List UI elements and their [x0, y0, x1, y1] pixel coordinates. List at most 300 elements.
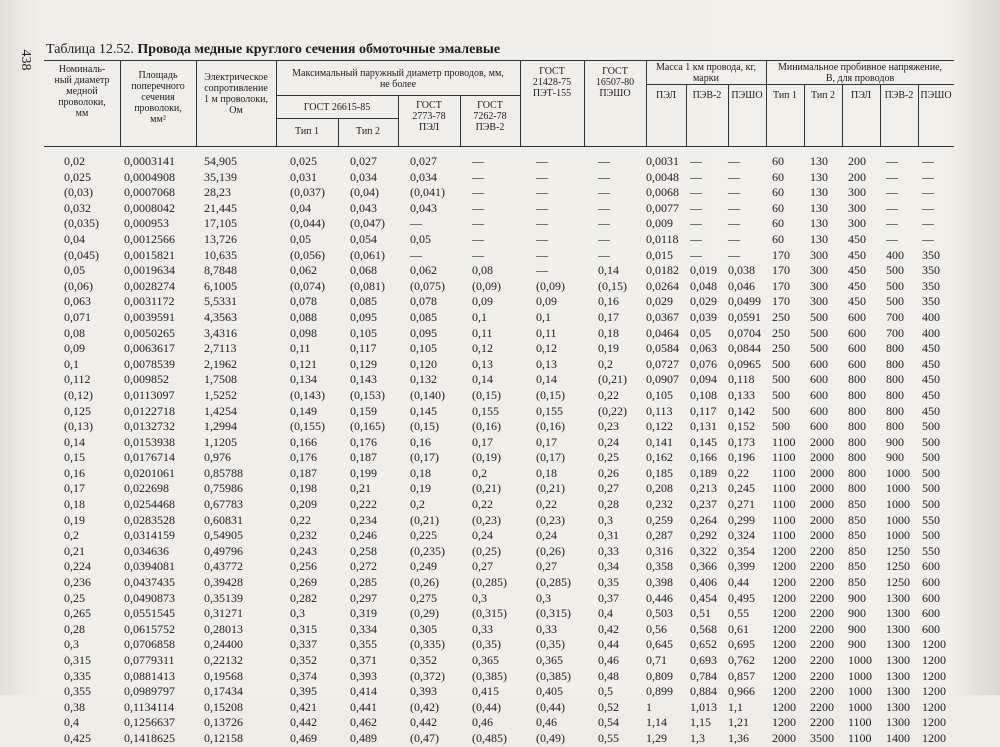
table-cell: 0,078: [290, 294, 317, 309]
table-cell: 1100: [772, 434, 796, 449]
table-cell: 0,17: [536, 434, 557, 449]
table-cell: 0,071: [64, 309, 91, 324]
table-cell: 0,28013: [204, 621, 243, 636]
table-cell: (0,03): [64, 185, 93, 200]
table-cell: 1000: [886, 481, 910, 496]
table-cell: 0,149: [290, 403, 317, 418]
table-cell: —: [922, 200, 934, 215]
header-nominal-diameter: Номиналь- ный диаметр медной проволоки, мм: [54, 64, 110, 119]
table-cell: 0,22: [290, 512, 311, 527]
table-cell: (0,035): [64, 216, 99, 231]
table-cell: 0,034636: [124, 543, 169, 558]
table-cell: —: [472, 216, 484, 231]
table-cell: 4,3563: [204, 309, 237, 324]
table-cell: 60: [772, 216, 784, 231]
table-cell: (0,081): [350, 278, 385, 293]
table-cell: 130: [810, 185, 828, 200]
table-cell: 1200: [922, 653, 946, 667]
table-cell: 500: [772, 372, 790, 387]
table-cell: 0,18: [598, 325, 619, 340]
header-v-pesho: ПЭШО: [920, 90, 952, 101]
table-cell: 0,316: [646, 543, 673, 558]
table-cell: 300: [810, 278, 828, 293]
table-cell: 1200: [772, 715, 796, 730]
table-cell: 130: [810, 231, 828, 246]
table-cell: (0,315): [536, 606, 571, 621]
table-cell: 0,134: [290, 372, 317, 387]
table-cell: 0,1: [472, 309, 487, 324]
table-cell: (0,041): [410, 185, 445, 200]
voltage-rule: [766, 84, 954, 85]
table-cell: —: [886, 231, 898, 246]
header-max-diameter: Максимальный паружный диаметр проводов, мм, не более: [292, 68, 504, 90]
table-cell: 0,120: [410, 356, 437, 371]
table-cell: 0,187: [290, 465, 317, 480]
table-cell: 0,24: [536, 528, 557, 543]
table-cell: 0,095: [350, 309, 377, 324]
table-cell: —: [598, 231, 610, 246]
table-cell: 0,02: [64, 154, 85, 168]
table-cell: 2000: [810, 497, 834, 512]
table-cell: 0,121: [290, 356, 317, 371]
table-cell: 2000: [810, 528, 834, 543]
table-cell: 0,784: [690, 668, 717, 683]
table-cell: 900: [886, 434, 904, 449]
table-cell: 0,043: [350, 200, 377, 215]
table-cell: 450: [922, 356, 940, 371]
table-cell: (0,037): [290, 185, 325, 200]
table-cell: 10,635: [204, 247, 237, 262]
table-cell: —: [728, 200, 740, 215]
table-cell: 1300: [886, 699, 910, 714]
table-cell: —: [472, 185, 484, 200]
table-cell: 0,4: [64, 715, 79, 730]
table-cell: —: [886, 169, 898, 184]
table-cell: 0,27: [536, 559, 557, 574]
table-cell: (0,23): [536, 512, 565, 527]
table-label: Таблица 12.52.: [46, 42, 134, 57]
table-cell: 0,0706858: [124, 637, 175, 652]
table-cell: —: [728, 231, 740, 246]
table-cell: (0,26): [410, 575, 439, 590]
table-cell: 0,029: [646, 294, 673, 309]
table-cell: 0,0122718: [124, 403, 175, 418]
table-cell: 0,809: [646, 668, 673, 683]
table-cell: 0,088: [290, 309, 317, 324]
table-cell: 0,31271: [204, 606, 243, 621]
table-cell: —: [690, 231, 702, 246]
table-cell: 0,2: [410, 497, 425, 512]
table-cell: 0,18: [64, 497, 85, 512]
table-cell: 500: [922, 481, 940, 496]
table-cell: 1250: [886, 543, 910, 558]
table-cell: 0,55: [598, 730, 619, 745]
header-voltage: Минимальное пробивное напряжение, В, для проводов: [777, 62, 943, 84]
table-cell: 0,145: [410, 403, 437, 418]
table-cell: 28,23: [204, 185, 231, 200]
table-cell: 0,0727: [646, 356, 679, 371]
table-cell: 0,0077: [646, 200, 679, 215]
table-cell: 1300: [886, 621, 910, 636]
table-cell: 6,1005: [204, 278, 237, 293]
table-cell: 0,213: [690, 481, 717, 496]
table-cell: 1400: [886, 730, 910, 745]
column-type1: [290, 154, 325, 747]
header-v-pev2: ПЭВ-2: [884, 90, 914, 101]
column-pesho-diameter: [598, 154, 627, 747]
table-cell: 0,1134114: [124, 699, 175, 714]
table-cell: 500: [772, 356, 790, 371]
table-cell: 0,0008042: [124, 200, 175, 215]
table-cell: 0,0132732: [124, 419, 175, 434]
table-cell: 2000: [810, 512, 834, 527]
table-cell: (0,09): [472, 278, 501, 293]
column-pev2-diameter: [472, 154, 507, 747]
table-cell: 850: [848, 543, 866, 558]
table-cell: 0,966: [728, 684, 755, 699]
table-cell: 0,108: [690, 387, 717, 402]
table-cell: 0,16: [598, 294, 619, 309]
table-cell: (0,165): [350, 419, 385, 434]
table-cell: 600: [922, 575, 940, 590]
column-voltage-pel: [848, 154, 872, 747]
table-cell: 0,025: [64, 169, 91, 184]
table-cell: 0,0048: [646, 169, 679, 184]
table-cell: 0,129: [350, 356, 377, 371]
table-cell: 60: [772, 169, 784, 184]
table-cell: 0,085: [410, 309, 437, 324]
table-cell: 0,35: [598, 575, 619, 590]
table-cell: 0,063: [690, 341, 717, 356]
table-cell: 0,22: [536, 497, 557, 512]
table-cell: 0,60831: [204, 512, 243, 527]
table-cell: 1200: [772, 559, 796, 574]
table-cell: 0,0965: [728, 356, 761, 371]
table-cell: (0,09): [536, 278, 565, 293]
table-cell: 0,352: [290, 653, 317, 667]
table-cell: 300: [810, 263, 828, 278]
table-cell: 0,5: [598, 684, 613, 699]
table-cell: 0,292: [690, 528, 717, 543]
table-cell: 1000: [886, 512, 910, 527]
table-cell: —: [598, 185, 610, 200]
table-cell: (0,12): [64, 387, 93, 402]
table-cell: 0,48: [598, 668, 619, 683]
table-cell: 0,11: [536, 325, 557, 340]
table-cell: (0,42): [410, 699, 439, 714]
table-cell: 0,0254468: [124, 497, 175, 512]
table-cell: 0,0113097: [124, 387, 175, 402]
table-cell: 350: [922, 263, 940, 278]
table-cell: 0,38: [64, 699, 85, 714]
table-cell: 250: [772, 309, 790, 324]
table-cell: (0,044): [290, 216, 325, 231]
table-cell: (0,26): [536, 543, 565, 558]
table-cell: 0,406: [690, 575, 717, 590]
table-cell: 1100: [772, 481, 796, 496]
table-cell: —: [536, 154, 548, 168]
table-cell: 0,118: [728, 372, 755, 387]
table-cell: 0,395: [290, 684, 317, 699]
table-cell: 0,31: [598, 528, 619, 543]
table-cell: 0,245: [728, 481, 755, 496]
table-cell: (0,15): [536, 387, 565, 402]
table-cell: 300: [810, 247, 828, 262]
table-cell: 2200: [810, 559, 834, 574]
table-cell: 450: [848, 263, 866, 278]
table-cell: 0,22: [472, 497, 493, 512]
table-cell: 2,7113: [204, 341, 237, 356]
table-cell: 0,454: [690, 590, 717, 605]
table-cell: 0,24: [472, 528, 493, 543]
table-cell: (0,21): [598, 372, 627, 387]
table-cell: 2200: [810, 590, 834, 605]
table-cell: 0,12158: [204, 730, 243, 745]
table-cell: 0,25: [598, 450, 619, 465]
table-cell: 0,224: [64, 559, 91, 574]
table-cell: 300: [848, 185, 866, 200]
table-cell: 0,159: [350, 403, 377, 418]
table-cell: 0,33: [472, 621, 493, 636]
table-cell: 0,0007068: [124, 185, 175, 200]
table-cell: 900: [848, 606, 866, 621]
table-cell: 0,039: [690, 309, 717, 324]
table-cell: 0,322: [690, 543, 717, 558]
table-cell: 0,884: [690, 684, 717, 699]
table-cell: 0,17434: [204, 684, 243, 699]
table-cell: 0,112: [64, 372, 91, 387]
table-cell: 0,358: [646, 559, 673, 574]
table-cell: 0,22132: [204, 653, 243, 667]
table-cell: 450: [848, 278, 866, 293]
column-nominal-diameter: [64, 154, 99, 747]
table-cell: 1000: [848, 699, 872, 714]
table-cell: 0,421: [290, 699, 317, 714]
table-cell: 800: [848, 481, 866, 496]
table-cell: 0,22: [728, 465, 749, 480]
table-cell: 1100: [772, 465, 796, 480]
table-cell: 0,2: [64, 528, 79, 543]
table-cell: 0,0019634: [124, 263, 175, 278]
table-cell: 1250: [886, 575, 910, 590]
table-cell: —: [728, 154, 740, 168]
table-cell: 600: [848, 341, 866, 356]
table-cell: 0,094: [690, 372, 717, 387]
table-cell: 0,105: [646, 387, 673, 402]
table-cell: 500: [772, 403, 790, 418]
table-cell: 250: [772, 325, 790, 340]
table-cell: 800: [848, 387, 866, 402]
table-cell: 0,0779311: [124, 653, 175, 667]
table-cell: 60: [772, 154, 784, 168]
table-cell: —: [922, 169, 934, 184]
table-cell: 0,246: [350, 528, 377, 543]
table-cell: 550: [922, 543, 940, 558]
table-cell: 0,08: [64, 325, 85, 340]
table-cell: —: [728, 169, 740, 184]
table-cell: (0,19): [472, 450, 501, 465]
table-cell: 0,46: [472, 715, 493, 730]
table-cell: 0,299: [728, 512, 755, 527]
table-cell: 0,0499: [728, 294, 761, 309]
table-cell: 0,39428: [204, 575, 243, 590]
column-mass-pev2: [690, 154, 717, 747]
table-cell: 1200: [772, 668, 796, 683]
table-cell: 300: [810, 294, 828, 309]
table-cell: 0,022698: [124, 481, 169, 496]
table-cell: (0,04): [350, 185, 379, 200]
column-type2: [350, 154, 385, 747]
table-cell: 1200: [772, 699, 796, 714]
table-cell: 0,0118: [646, 231, 679, 246]
table-cell: 500: [922, 497, 940, 512]
table-cell: —: [886, 216, 898, 231]
table-cell: 0,155: [472, 403, 499, 418]
table-cell: 2200: [810, 637, 834, 652]
table-cell: 0,0704: [728, 325, 761, 340]
table-cell: 0,029: [690, 294, 717, 309]
table-cell: 0,234: [350, 512, 377, 527]
table-cell: 1200: [772, 684, 796, 699]
table-cell: 0,414: [350, 684, 377, 699]
table-cell: 0,365: [472, 653, 499, 667]
table-cell: 0,14: [598, 263, 619, 278]
table-cell: 600: [810, 372, 828, 387]
table-cell: 0,143: [350, 372, 377, 387]
table-cell: 0,3: [64, 637, 79, 652]
table-cell: 0,199: [350, 465, 377, 480]
table-cell: 0,0004908: [124, 169, 175, 184]
table-cell: —: [598, 200, 610, 215]
table-cell: 0,27: [472, 559, 493, 574]
table-cell: 0,693: [690, 653, 717, 667]
table-cell: —: [536, 169, 548, 184]
column-pel-diameter: [410, 154, 445, 747]
table-cell: 1,29: [646, 730, 667, 745]
header-mass-pel: ПЭЛ: [656, 90, 676, 101]
table-cell: 0,14: [472, 372, 493, 387]
table-cell: 0,54905: [204, 528, 243, 543]
table-cell: 0,258: [350, 543, 377, 558]
table-cell: 400: [922, 309, 940, 324]
header-v-type1: Тип 1: [772, 90, 798, 101]
table-cell: 0,446: [646, 590, 673, 605]
table-cell: 0,49796: [204, 543, 243, 558]
table-cell: 0,23: [598, 419, 619, 434]
table-cell: 0,019: [690, 263, 717, 278]
table-cell: 0,145: [690, 434, 717, 449]
table-cell: —: [536, 263, 548, 278]
table-cell: 0,189: [690, 465, 717, 480]
table-cell: 450: [922, 341, 940, 356]
table-cell: 800: [848, 465, 866, 480]
table-cell: —: [728, 216, 740, 231]
table-cell: 800: [886, 387, 904, 402]
table-cell: 130: [810, 200, 828, 215]
table-cell: 1,1: [728, 699, 743, 714]
table-cell: —: [472, 154, 484, 168]
table-cell: 450: [922, 387, 940, 402]
table-cell: 0,44: [728, 575, 749, 590]
table-cell: 0,062: [290, 263, 317, 278]
table-cell: 0,17: [472, 434, 493, 449]
table-cell: 0,176: [290, 450, 317, 465]
table-cell: 0,324: [728, 528, 755, 543]
table-cell: (0,21): [410, 512, 439, 527]
table-cell: 0,18: [410, 465, 431, 480]
table-cell: 800: [886, 419, 904, 434]
table-cell: 2200: [810, 621, 834, 636]
table-cell: —: [536, 200, 548, 215]
table-cell: 1300: [886, 606, 910, 621]
table-cell: 500: [886, 294, 904, 309]
table-cell: 1200: [922, 730, 946, 745]
table-cell: 1200: [772, 590, 796, 605]
table-cell: 800: [886, 341, 904, 356]
table-cell: 0,282: [290, 590, 317, 605]
table-cell: —: [922, 154, 934, 168]
table-cell: 0,652: [690, 637, 717, 652]
column-mass-pesho: [728, 154, 761, 747]
table-cell: —: [922, 185, 934, 200]
table-cell: 0,141: [646, 434, 673, 449]
table-cell: 1,7508: [204, 372, 237, 387]
table-cell: 1200: [772, 653, 796, 667]
table-cell: 1: [646, 699, 652, 714]
table-cell: (0,06): [64, 278, 93, 293]
table-cell: 0,0437435: [124, 575, 175, 590]
header-mass-pesho: ПЭШО: [731, 90, 763, 101]
table-cell: 0,131: [690, 419, 717, 434]
table-cell: —: [598, 247, 610, 262]
table-cell: 1200: [922, 684, 946, 699]
table-cell: 600: [922, 621, 940, 636]
table-cell: 0,355: [350, 637, 377, 652]
table-cell: 450: [922, 403, 940, 418]
table-cell: 0,117: [690, 403, 717, 418]
table-cell: 450: [848, 294, 866, 309]
table-cell: 1100: [772, 497, 796, 512]
table-cell: 0,22: [598, 387, 619, 402]
table-cell: 0,095: [410, 325, 437, 340]
table-cell: 350: [922, 278, 940, 293]
table-cell: —: [690, 185, 702, 200]
table-cell: 0,52: [598, 699, 619, 714]
table-heading: Провода медные круглого сечения обмоточные эмалевые: [137, 42, 501, 57]
table-cell: (0,056): [290, 247, 325, 262]
table-cell: —: [922, 216, 934, 231]
table-cell: 0,489: [350, 730, 377, 745]
header-v-pel: ПЭЛ: [851, 90, 871, 101]
table-cell: 0,4: [598, 606, 613, 621]
table-cell: 170: [772, 294, 790, 309]
table-cell: 2200: [810, 543, 834, 558]
table-cell: 0,56: [646, 621, 667, 636]
table-cell: (0,385): [536, 668, 571, 683]
table-cell: 0,162: [646, 450, 673, 465]
table-cell: 0,297: [350, 590, 377, 605]
table-cell: 1300: [886, 590, 910, 605]
table-cell: 0,176: [350, 434, 377, 449]
table-cell: 0,0314159: [124, 528, 175, 543]
table-cell: 0,393: [350, 668, 377, 683]
table-cell: 0,16: [410, 434, 431, 449]
table-cell: 0,71: [646, 653, 667, 667]
table-cell: 2200: [810, 668, 834, 683]
table-cell: 0,21: [350, 481, 371, 496]
table-cell: 600: [848, 356, 866, 371]
table-cell: 0,337: [290, 637, 317, 652]
